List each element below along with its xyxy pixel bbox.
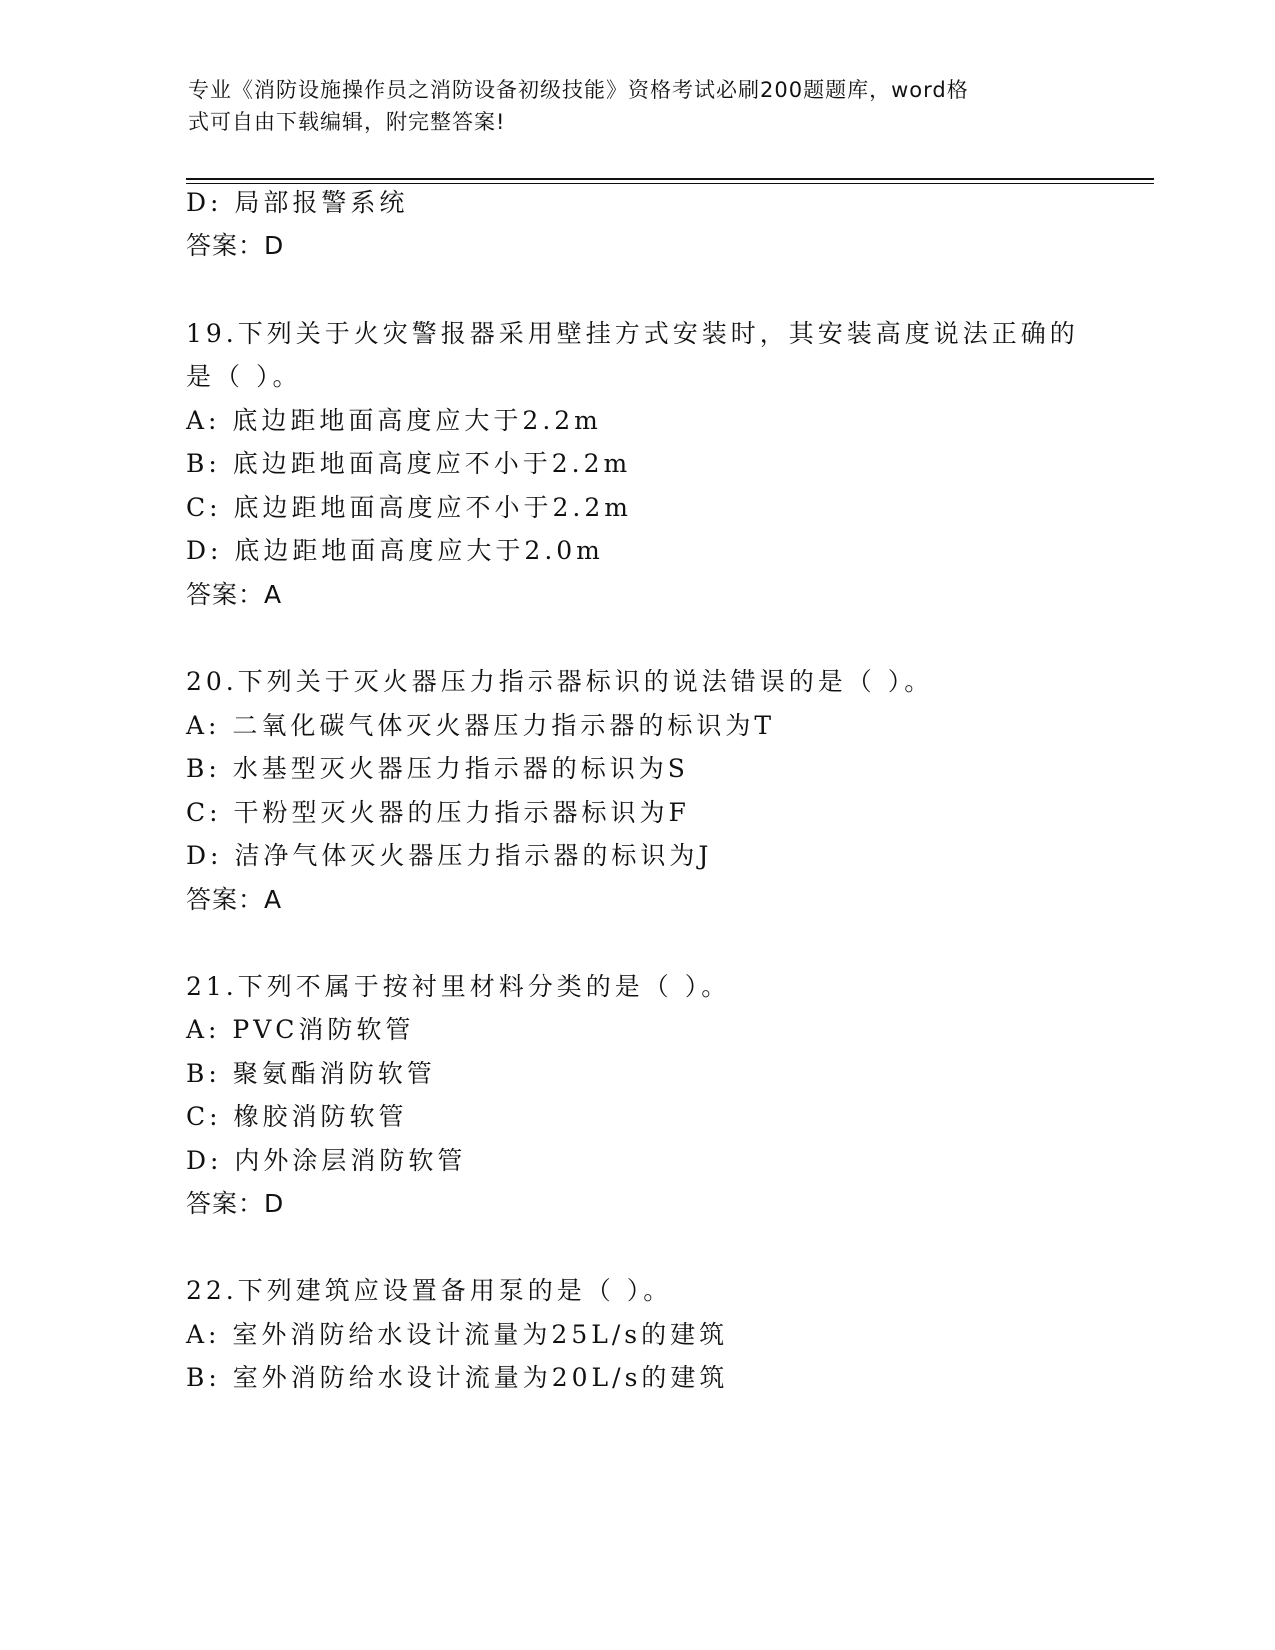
- question-22-option-b: B: 室外消防给水设计流量为20L/s的建筑: [186, 1363, 729, 1392]
- question-21-stem: 21.下列不属于按衬里材料分类的是（ ）。: [186, 972, 731, 1001]
- question-21-option-a: A: PVC消防软管: [186, 1015, 415, 1044]
- previous-question-option-d: D: 局部报警系统: [186, 188, 409, 217]
- question-19-option-a: A: 底边距地面高度应大于2.2m: [186, 406, 602, 435]
- question-21-option-c: C: 橡胶消防软管: [186, 1102, 408, 1131]
- question-22-option-a: A: 室外消防给水设计流量为25L/s的建筑: [186, 1320, 729, 1349]
- question-19-stem-line-2: 是（ ）。: [186, 362, 302, 391]
- header-title-line-1: 专业《消防设施操作员之消防设备初级技能》资格考试必刷200题题库，word格: [188, 78, 969, 102]
- question-22-stem: 22.下列建筑应设置备用泵的是（ ）。: [186, 1276, 673, 1305]
- question-20-option-c: C: 干粉型灭火器的压力指示器标识为F: [186, 798, 690, 827]
- question-21-option-d: D: 内外涂层消防软管: [186, 1146, 467, 1175]
- header-divider-thin: [186, 183, 1154, 184]
- header-title-line-2: 式可自由下载编辑，附完整答案!: [188, 110, 506, 134]
- question-19-option-c: C: 底边距地面高度应不小于2.2m: [186, 493, 632, 522]
- question-21-answer: 答案：D: [186, 1189, 285, 1218]
- previous-question-answer: 答案：D: [186, 231, 285, 260]
- question-20-option-a: A: 二氧化碳气体灭火器压力指示器的标识为T: [186, 711, 776, 740]
- question-19-option-d: D: 底边距地面高度应大于2.0m: [186, 536, 604, 565]
- question-19-stem-line-1: 19.下列关于火灾警报器采用壁挂方式安装时，其安装高度说法正确的: [186, 319, 1079, 348]
- question-19-answer: 答案：A: [186, 580, 283, 609]
- question-21-option-b: B: 聚氨酯消防软管: [186, 1059, 436, 1088]
- header-divider-thick: [186, 178, 1154, 180]
- question-20-stem: 20.下列关于灭火器压力指示器标识的说法错误的是（ ）。: [186, 667, 934, 696]
- question-20-option-b: B: 水基型灭火器压力指示器的标识为S: [186, 754, 689, 783]
- question-20-answer: 答案：A: [186, 885, 283, 914]
- question-20-option-d: D: 洁净气体灭火器压力指示器的标识为J: [186, 841, 713, 870]
- question-19-option-b: B: 底边距地面高度应不小于2.2m: [186, 449, 632, 478]
- document-header: [188, 74, 1068, 138]
